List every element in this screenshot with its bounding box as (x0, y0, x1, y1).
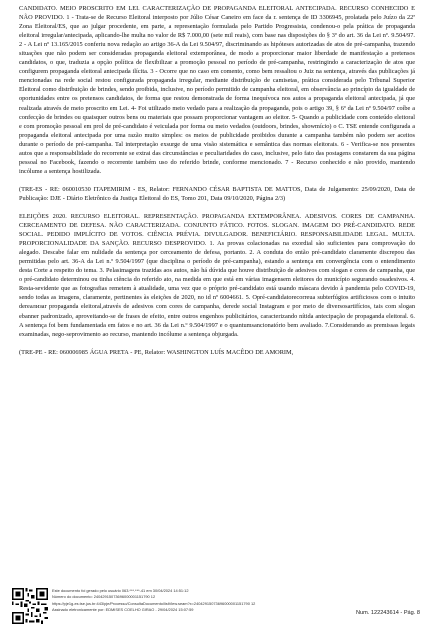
page-number: Num. 122243614 - Pág. 8 (355, 610, 420, 616)
document-number-line: Número do documento: 24042915073696000001151790 12 (52, 594, 156, 600)
qr-code-icon (12, 588, 48, 624)
document-body (19, 4, 415, 357)
citation-1: (TRE-ES - RE: 060010530 ITAPEMIRIM - ES, Relator: FERNANDO CÉSAR BAPTISTA DE MATTOS, Data de Julgamento: 25/09/2020, Data de Publicação: DJE - Diário Eletrônico da Justiça Eleitoral do ES, Tomo 201, Data 09/10/2020, Página 2/3) (19, 185, 415, 202)
jurisprudence-summary-2: ELEIÇÕES 2020. RECURSO ELEITORAL. REPRESENTAÇÃO. PROPAGANDA EXTEMPORÂNEA. ADESIVOS. CORES DE CAMPANHA. CERCEAMENTO DE DEFESA. NÃO CARACTERIZADA. CONJUNTO FÁTICO. FOTOS. SLOGAN. IMAGEM DO PRÉ-CANDIDATO. REDE SOCIAL. PEDIDO IMPLÍCITO DE VOTOS. CIÊNCIA PRÉVIA. DIVULGADOR. BENEFICIÁRIO. RESPONSABILIDADE LEGAL. MULTA. PROPORCIONALIDADE DA SANÇÃO. RECURSO DESPROVIDO. 1. As provas colacionadas na exordial são suficientes para comprovação do alegado. Descabe falar em nulidade da sentença por cerceamento de defesa, portanto. 2. A conduta do então pré-candidato claramente discrepou das permitidas pelo art. 36-A da Lei n.º 9.504/1997 (que disciplina o período de pré-campanha), estando a sentença em convergência com o entendimento desta Corte a respeito do tema. 3. Pelasimagens trazidas aos autos, não há dúvida que houve distribuição de adesivos com slogan e cores de campanha, que o pré-candidato determinou ou tinha ciência do referido ato, na medida em que está em várias imagensem eleitores do município segurando osadesivos. 4. Resta-sevidente que as fotografias remetem à atualidade, uma vez que o próprio pré-candidato está usando máscara devido à pandemia pelo COVID-19, sendo todas as imagens, claramente, pertinentes às eleições de 2020, no id nº 6004661. 5. Opré-candidatorecorreua subterfúgios artificiosos com o intuito dereализar propaganda eleitoral,através de adesivos com cores de campanha, derede social Instagram e por meio de diversosartifícios, tais com slogan ebanner padronizado, aproveitando-se de frases de efeito, entre outros engenhos publicitários, caracterizando nítida antecipação de propaganda eleitoral. 6. A sentença foi bem fundamentada em fatos e no art. 36 da Lei n.º 9.504/1997 e o quantumsancionatório bem avaliado. 7.Considerando as premissas legais examinadas, nego-seprovimento ao recurso, mantendo incólume a sentença objurgada. (19, 212, 415, 338)
signature-details (52, 588, 352, 613)
signed-by-line: Assinado eletronicamente por: EDMISES COELHO GIRAO - 29/04/2024 15:07:59 (52, 606, 194, 612)
citation-2: (TRE-PE - RE: 060006985 ÁGUA PRETA - PE, Relator: WASHINGTON LUÍS MACÊDO DE AMORIM, (19, 348, 294, 356)
generated-by-line: Este documento foi gerado pelo usuário 063.***.***-41 em 30/04/2024 14:51:12 (52, 588, 189, 593)
verification-url-line: https://pje1g-es.tse.jus.br:443/pje/Processo/ConsultaDocumento/listView.seam?x=24042915073696000001151790 12 (52, 600, 256, 606)
jurisprudence-summary-1: CANDIDATO. MEIO PROSCRITO EM LEI. CARACTERIZAÇÃO DE PROPAGANDA ELEITORAL ANTECIPADA. RECURSO CONHECIDO E NÃO PROVIDO. 1 - Trata-se de Recurso Eleitoral interposto por Júlio César Caneiro em face da r. sentença de ID 3306945, prolatada pelo Juízo da 22ª Zona Eleitoral/ES, que ao julgar procedente, em parte, a representação formulada pelo Partido Progressista, condenou-o pela prática de propaganda eleitoral irregular/antecipada, aplicando-lhe multa no valor de R$ 7.000,00 (sete mil reais), com base nas disposições do § 3º do art. 36 da Lei nº. 9.504/97. 2 - A Lei nº 13.165/2015 conferiu nova redação ao artigo 36-A da Lei 9.504/97, discriminando as hipóteses autorizadas de atos de pré-campanha, trazendo situações que não podem ser consideradas propaganda eleitoral extemporânea, de modo a proporcionar maior liberdade de manifestação a pretensos candidatos, o que, traduzia a opção política de flexibilizar a promoção pessoal no período de pré-campanha, restringindo a caracterização de atos que configurem propaganda eleitoral antecipada ilícita. 3 - Ocorre que no caso em comento, como bem ressaltou o Juiz na sentença, através das publicações já mencionadas na rede social restou configurada propaganda irregular, mediante distribuição de camisetas, prática considerada pelo Tribunal Superior Eleitoral como distribuição de brindes, sendo proibida, inclusive, no período permitido de campanha eleitoral, em observância ao princípio da igualdade de oportunidades entre os pretensos candidatos, de forma que restou demonstrada de forma inequívoca nos autos a propaganda eleitoral antecipada, já que realizada através de meio proscrito em Lei. 4- Foi utilizado meio vedado para a realização da propaganda, pois o artigo 39, § 6º da Lei nº 9.504/97 coíbe a confecção de brindes ou quaisquer outros bens ou materiais que possam proporcionar vantagem ao eleitor. 5- Quando a publicidade com conteúdo eleitoral e com promoção pessoal em prol de pré-candidato é veiculada por forma ou meio vedados (outdoors, brindes, showmício) o C. TSE entende configurada a propaganda eleitoral antecipada por uma razão muito simples: os meios de publicidade proibidos durante a campanha também não podem ser aceitos durante o período de pré-campanha. Tal interpretação exsurge de uma visão sistemática e semântica das normas eleitorais. 6 - Verifica-se nos presentes autos que a responsabilidade do recorrente se extrai das circunstâncias e peculiaridades do caso, inclusive, pelo fato das postagens constarem da sua página pessoal no Facebook, fazendo o recorrente também uso do referido brinde, conforme mencionado. 7 - Recurso conhecido e não provido, mantendo incólume a sentença hostilizada. (19, 5, 415, 175)
signature-footer (12, 588, 420, 632)
